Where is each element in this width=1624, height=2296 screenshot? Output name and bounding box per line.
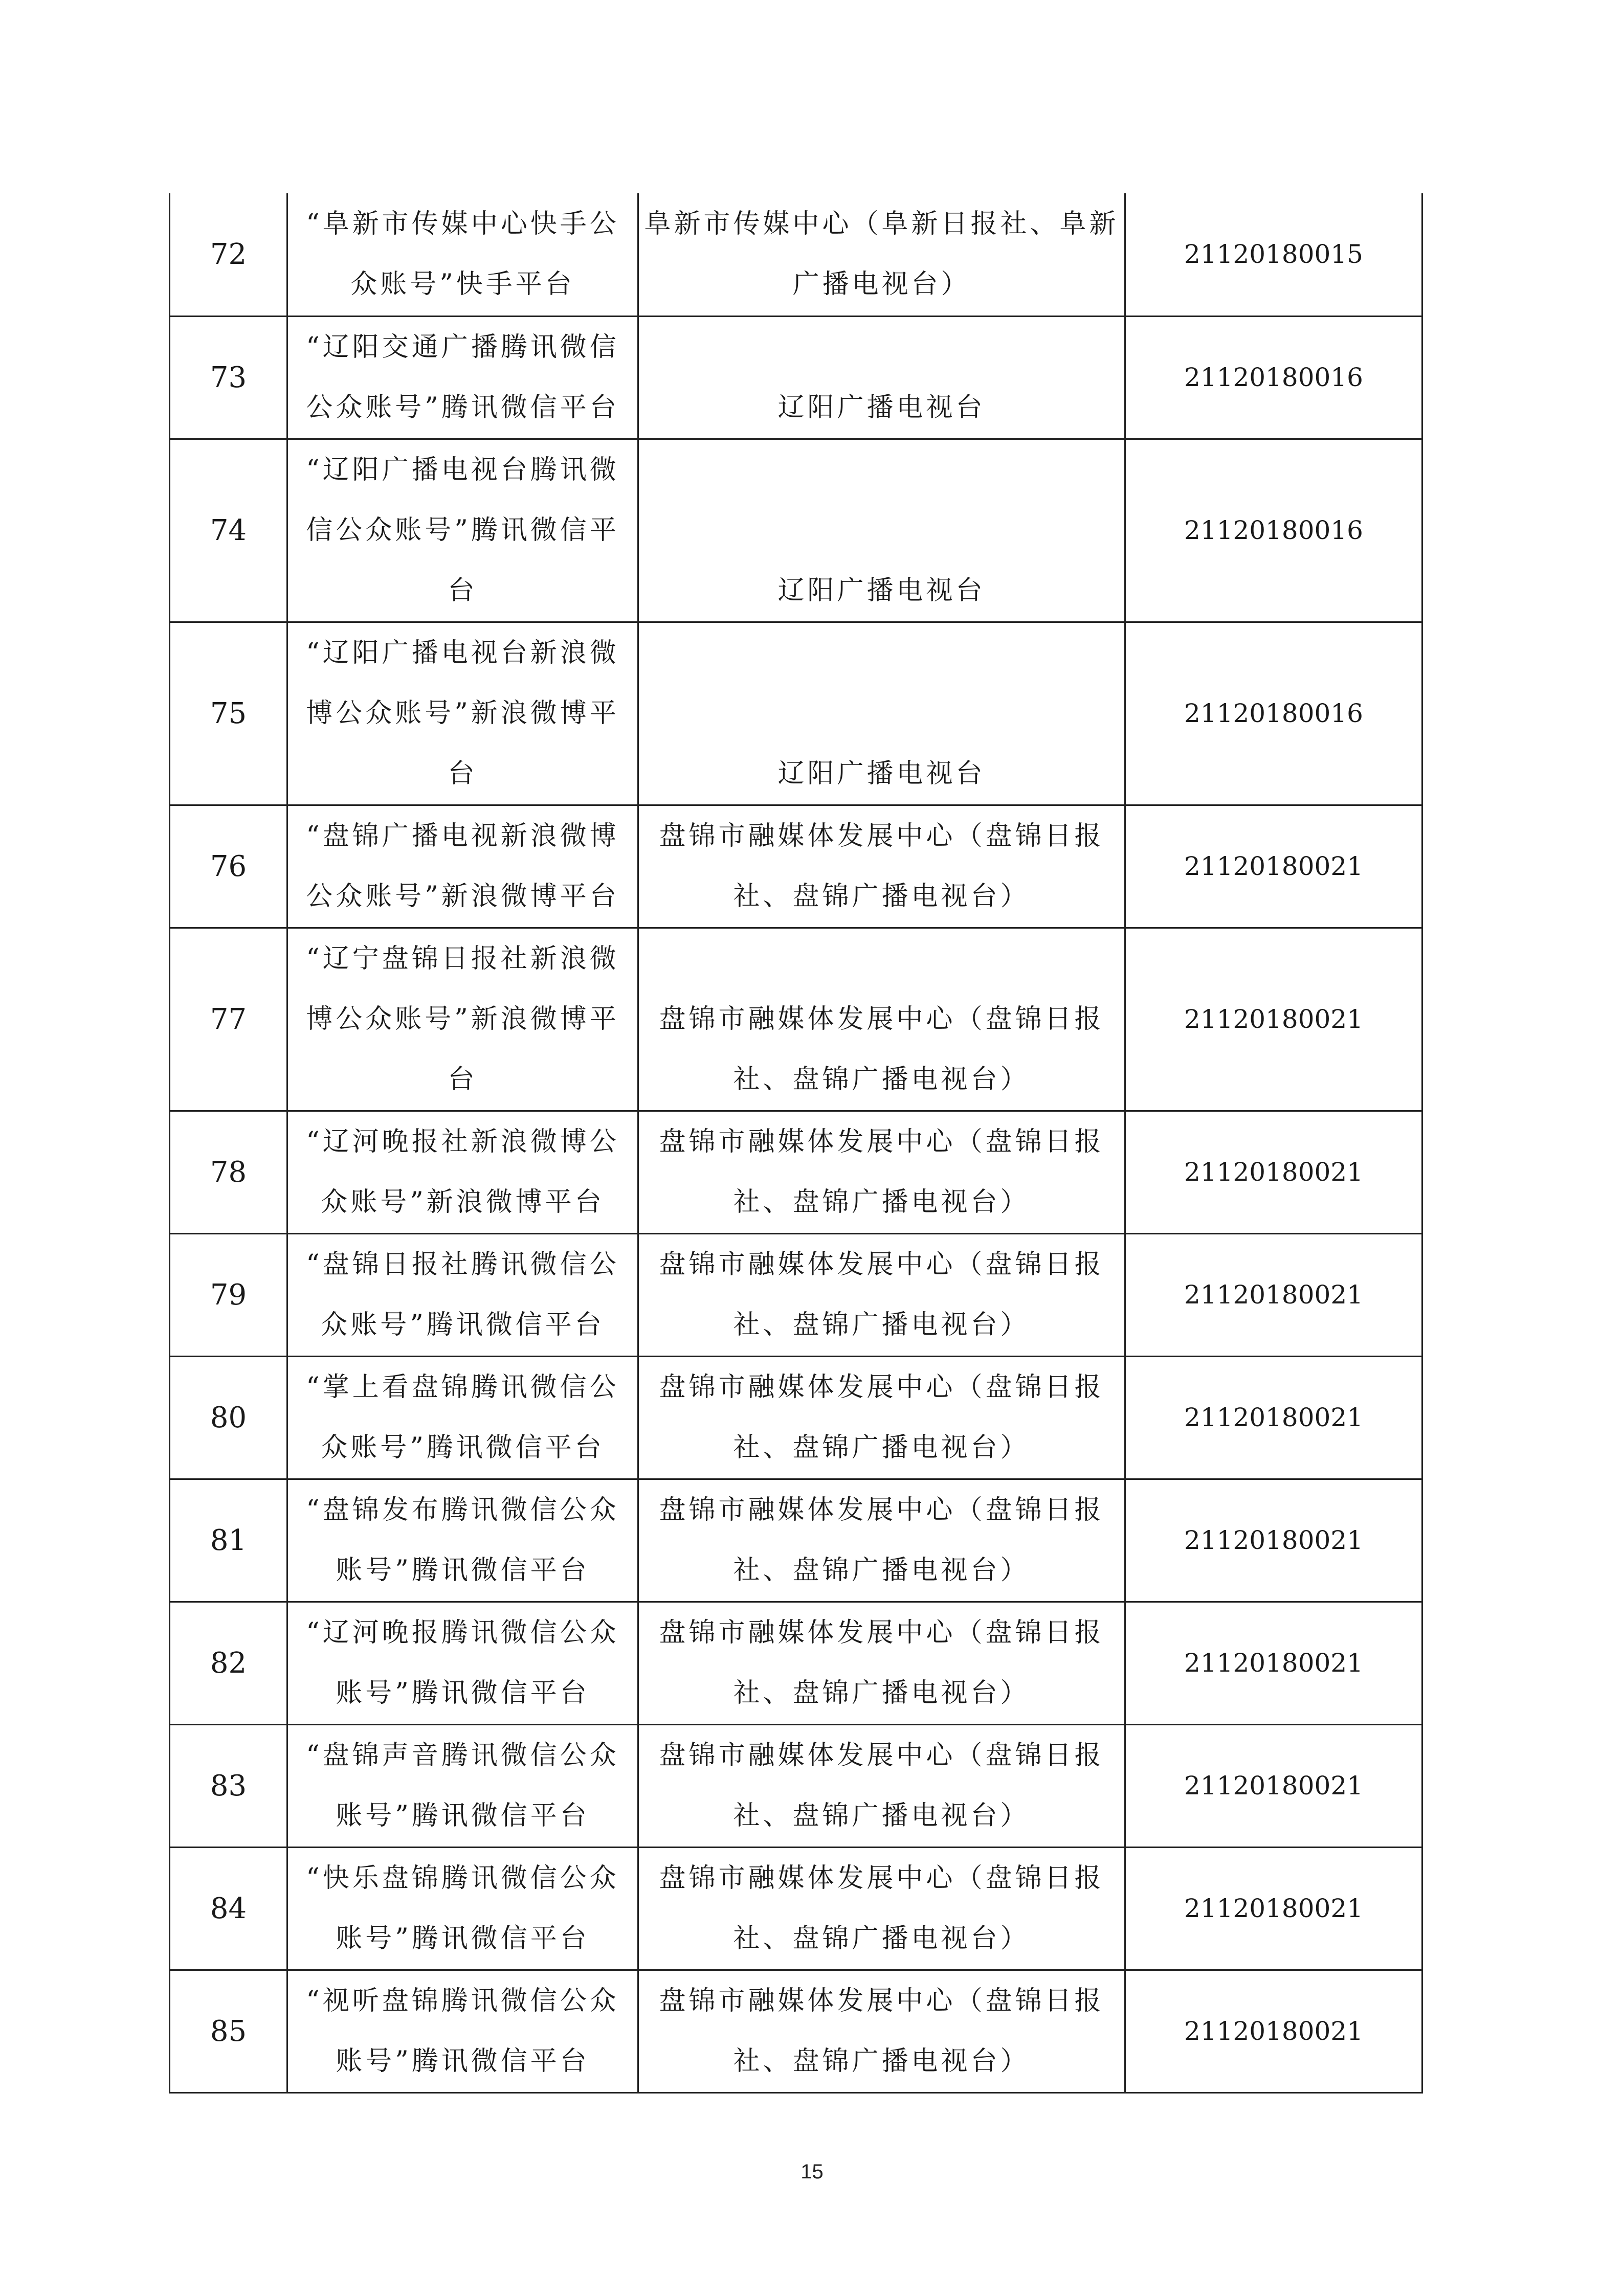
account-name-cell (287, 316, 638, 439)
account-name-line: “辽阳广播电视台腾讯微 (306, 455, 619, 485)
row-number: 82 (170, 1602, 287, 1724)
license-code: 21120180015 (1125, 193, 1422, 316)
organization-cell (638, 622, 1125, 805)
account-name-line: “阜新市传媒中心快手公 (306, 209, 619, 240)
organization-line: 盘锦市融媒体发展中心（盘锦日报 (659, 1004, 1104, 1034)
organization-cell (638, 1356, 1125, 1479)
account-name-line: 台 (448, 1064, 478, 1095)
account-name-line: 账号”腾讯微信平台 (336, 1555, 590, 1586)
account-name-line: 账号”腾讯微信平台 (336, 2046, 590, 2077)
row-number: 80 (170, 1356, 287, 1479)
row-number: 77 (170, 928, 287, 1111)
organization-line (876, 317, 887, 377)
table-row (170, 1233, 1422, 1356)
account-name-line: 账号”腾讯微信平台 (336, 1923, 590, 1954)
row-number: 85 (170, 1970, 287, 2092)
account-name-cell (287, 1233, 638, 1356)
license-code: 21120180021 (1125, 1724, 1422, 1847)
account-name-line: “盘锦广播电视新浪微博 (306, 821, 619, 851)
account-name-cell (287, 1724, 638, 1847)
account-name-line: “辽宁盘锦日报社新浪微 (306, 943, 619, 974)
license-table (169, 193, 1423, 2094)
organization-line: 社、盘锦广播电视台） (733, 1432, 1030, 1463)
account-name-line: 公众账号”腾讯微信平台 (306, 392, 619, 423)
license-code: 21120180016 (1125, 439, 1422, 622)
organization-line: 广播电视台） (792, 269, 971, 300)
license-code: 21120180021 (1125, 1970, 1422, 2092)
organization-line: 盘锦市融媒体发展中心（盘锦日报 (659, 1372, 1104, 1403)
table-row (170, 1479, 1422, 1602)
organization-line: 社、盘锦广播电视台） (733, 1800, 1030, 1831)
organization-line: 社、盘锦广播电视台） (733, 1064, 1030, 1095)
account-name-cell (287, 439, 638, 622)
account-name-line: “视听盘锦腾讯微信公众 (306, 1986, 619, 2016)
license-code: 21120180021 (1125, 805, 1422, 928)
license-code: 21120180016 (1125, 622, 1422, 805)
account-name-cell (287, 1111, 638, 1233)
account-name-cell (287, 928, 638, 1111)
page-number: 15 (800, 2160, 824, 2183)
row-number: 73 (170, 316, 287, 439)
table-row (170, 1111, 1422, 1233)
organization-cell (638, 805, 1125, 928)
account-name-line: “盘锦发布腾讯微信公众 (306, 1495, 619, 1525)
account-name-line: 账号”腾讯微信平台 (336, 1800, 590, 1831)
organization-line: 辽阳广播电视台 (777, 575, 986, 606)
organization-cell (638, 316, 1125, 439)
account-name-cell (287, 1356, 638, 1479)
organization-line: 盘锦市融媒体发展中心（盘锦日报 (659, 821, 1104, 851)
organization-cell (638, 1602, 1125, 1724)
row-number: 74 (170, 439, 287, 622)
account-name-cell (287, 1970, 638, 2092)
account-name-line: “盘锦声音腾讯微信公众 (306, 1740, 619, 1771)
row-number: 84 (170, 1847, 287, 1970)
organization-cell (638, 1970, 1125, 2092)
table-row (170, 1724, 1422, 1847)
row-number: 79 (170, 1233, 287, 1356)
row-number: 75 (170, 622, 287, 805)
account-name-line: 众账号”腾讯微信平台 (321, 1432, 605, 1463)
organization-line: 盘锦市融媒体发展中心（盘锦日报 (659, 1127, 1104, 1157)
organization-line (876, 929, 887, 989)
table-row (170, 1847, 1422, 1970)
license-table-body (170, 193, 1422, 2092)
organization-line: 盘锦市融媒体发展中心（盘锦日报 (659, 1495, 1104, 1525)
organization-line: 阜新市传媒中心（阜新日报社、阜新 (644, 209, 1119, 240)
account-name-line: “快乐盘锦腾讯微信公众 (306, 1863, 619, 1894)
table-row (170, 1356, 1422, 1479)
organization-cell (638, 1111, 1125, 1233)
row-number: 76 (170, 805, 287, 928)
license-code: 21120180021 (1125, 1356, 1422, 1479)
row-number: 72 (170, 193, 287, 316)
table-row (170, 928, 1422, 1111)
account-name-line: 台 (448, 575, 478, 606)
license-code: 21120180021 (1125, 1479, 1422, 1602)
organization-cell (638, 1233, 1125, 1356)
row-number: 83 (170, 1724, 287, 1847)
organization-line: 社、盘锦广播电视台） (733, 1678, 1030, 1708)
account-name-line: “掌上看盘锦腾讯微信公 (306, 1372, 619, 1403)
license-code: 21120180021 (1125, 1233, 1422, 1356)
organization-line: 辽阳广播电视台 (777, 392, 986, 423)
organization-cell (638, 439, 1125, 622)
organization-line: 社、盘锦广播电视台） (733, 1555, 1030, 1586)
license-code: 21120180016 (1125, 316, 1422, 439)
row-number: 78 (170, 1111, 287, 1233)
organization-cell (638, 1724, 1125, 1847)
account-name-line: “辽阳广播电视台新浪微 (306, 638, 619, 668)
row-number: 81 (170, 1479, 287, 1602)
account-name-line: 博公众账号”新浪微博平 (306, 698, 619, 729)
organization-line: 社、盘锦广播电视台） (733, 2046, 1030, 2077)
organization-line: 社、盘锦广播电视台） (733, 1187, 1030, 1218)
license-code: 21120180021 (1125, 1847, 1422, 1970)
organization-line: 盘锦市融媒体发展中心（盘锦日报 (659, 1863, 1104, 1894)
organization-line (876, 623, 887, 683)
account-name-line: 众账号”新浪微博平台 (321, 1187, 605, 1218)
account-name-line: 博公众账号”新浪微博平 (306, 1004, 619, 1034)
organization-line: 社、盘锦广播电视台） (733, 1923, 1030, 1954)
account-name-cell (287, 622, 638, 805)
organization-cell (638, 1479, 1125, 1602)
account-name-line: 公众账号”新浪微博平台 (306, 881, 619, 912)
account-name-cell (287, 1602, 638, 1724)
account-name-cell (287, 1847, 638, 1970)
table-row (170, 1970, 1422, 2092)
organization-line (876, 500, 887, 560)
license-code: 21120180021 (1125, 1111, 1422, 1233)
table-row (170, 1602, 1422, 1724)
organization-line: 辽阳广播电视台 (777, 758, 986, 789)
license-code: 21120180021 (1125, 928, 1422, 1111)
account-name-line: 账号”腾讯微信平台 (336, 1678, 590, 1708)
account-name-line: 台 (448, 758, 478, 789)
organization-line: 社、盘锦广播电视台） (733, 1310, 1030, 1340)
account-name-line: “辽河晚报社新浪微博公 (306, 1127, 619, 1157)
table-row (170, 622, 1422, 805)
account-name-line: 众账号”腾讯微信平台 (321, 1310, 605, 1340)
account-name-cell (287, 805, 638, 928)
organization-cell (638, 1847, 1125, 1970)
account-name-line: “辽阳交通广播腾讯微信 (306, 332, 619, 363)
license-code: 21120180021 (1125, 1602, 1422, 1724)
organization-cell (638, 928, 1125, 1111)
organization-line (876, 440, 887, 500)
organization-cell (638, 193, 1125, 316)
account-name-line: 众账号”快手平台 (350, 269, 575, 300)
organization-line: 盘锦市融媒体发展中心（盘锦日报 (659, 1986, 1104, 2016)
organization-line (876, 683, 887, 744)
table-row (170, 193, 1422, 316)
organization-line: 社、盘锦广播电视台） (733, 881, 1030, 912)
table-row (170, 439, 1422, 622)
account-name-line: “辽河晚报腾讯微信公众 (306, 1617, 619, 1648)
table-row (170, 805, 1422, 928)
organization-line: 盘锦市融媒体发展中心（盘锦日报 (659, 1617, 1104, 1648)
account-name-cell (287, 1479, 638, 1602)
table-row (170, 316, 1422, 439)
account-name-line: 信公众账号”腾讯微信平 (306, 515, 619, 546)
organization-line: 盘锦市融媒体发展中心（盘锦日报 (659, 1740, 1104, 1771)
account-name-line: “盘锦日报社腾讯微信公 (306, 1249, 619, 1280)
organization-line: 盘锦市融媒体发展中心（盘锦日报 (659, 1249, 1104, 1280)
account-name-cell (287, 193, 638, 316)
